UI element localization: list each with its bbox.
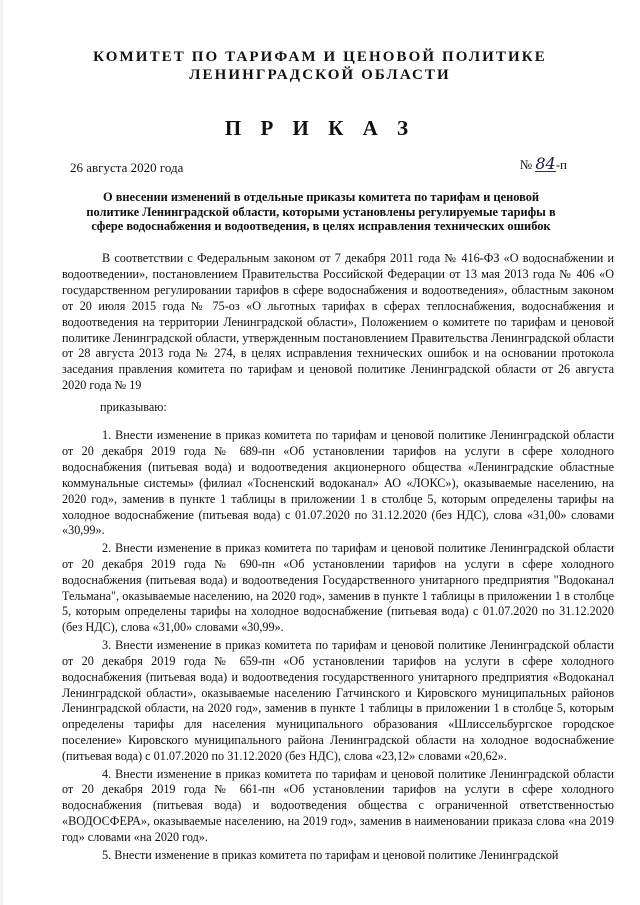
preamble-text: В соответствии с Федеральным законом от 7 декабря 2011 года № 416-ФЗ «О водоснабжении и водоотведении», постановлением Правительства Российской Федерации от 13 мая 2013 года № 406 «О государственном регулировании тарифов в сфере водоснабжения и водоотведения», областным законом от 20 июля 2015 года № 75-оз «О льготных тарифах в сферах теплоснабжения, водоснабжения и водоотведения на территории Ленинградской области», Положением о комитете по тарифам и ценовой политике Ленинградской области, утвержденным постановлением Правительства Ленинградской области от 28 августа 2013 года № 274, в целях исправления технических ошибок и на основании протокола заседания правления комитета по тарифам и ценовой политике Ленинградской области от 26 августа 2020 года № 19 bbox=[62, 251, 614, 393]
committee-name-line1: КОМИТЕТ ПО ТАРИФАМ И ЦЕНОВОЙ ПОЛИТИКЕ bbox=[93, 49, 547, 65]
document-subject: О внесении изменений в отдельные приказы комитета по тарифам и ценовой политике Ленинградской области, которыми установлены регулируемые тарифы в сфере водоснабжения и водоотведения, в целях исправления технических ошибок bbox=[86, 190, 556, 234]
order-item: 1. Внести изменение в приказ комитета по тарифам и ценовой политике Ленинградской области от 20 декабря 2019 года № 689-пн «Об установлении тарифов на услуги в сфере холодного водоснабжения (питьевая вода) и водоотведения акционерного общества «Ленинградские областные коммунальные системы» (филиал «Тосненский водоканал» АО «ЛОКС»), оказываемые населению, на 2020 год», заменив в пункте 1 таблицы в приложении 1 в столбце 5, которым определены тарифы на холодное водоснабжение (питьевая вода) с 01.07.2020 по 31.12.2020 (без НДС), слова «31,00» словами «30,99». bbox=[62, 428, 614, 538]
decree-word: приказываю: bbox=[100, 400, 167, 414]
order-item: 4. Внести изменение в приказ комитета по тарифам и ценовой политике Ленинградской области от 20 декабря 2019 года № 661-пн «Об установлении тарифов на услуги в сфере холодного водоснабжения (питьевая вода) и водоотведения общества с ограниченной ответственностью «ВОДОСФЕРА», оказываемые населению, на 2019 год», заменив в наименовании приказа слова «на 2019 год» словами «на 2020 год». bbox=[62, 766, 614, 845]
handwritten-number: 84 bbox=[535, 154, 556, 173]
order-item: 2. Внести изменение в приказ комитета по тарифам и ценовой политике Ленинградской области от 20 декабря 2019 года № 690-пн «Об установлении тарифов на услуги в сфере холодного водоснабжения (питьевая вода) и водоотведения Государственного унитарного предприятия "Водоканал Тельмана", оказываемые населению, на 2020 год», заменив в пункте 1 таблицы в приложении 1 в столбце 5, которым определены тарифы на холодное водоснабжение (питьевая вода) с 01.07.2020 по 31.12.2020 (без НДС), слова «31,00» словами «30,99». bbox=[62, 540, 614, 635]
order-item: 3. Внести изменение в приказ комитета по тарифам и ценовой политике Ленинградской области от 20 декабря 2019 года № 659-пн «Об установлении тарифов на услуги в сфере холодного водоснабжения (питьевая вода) и водоотведения государственного унитарного предприятия «Водоканал Ленинградской области», оказываемые населению Гатчинского и Кировского муниципальных районов Ленинградской области, на 2020 год», заменив в пункте 1 таблицы в приложении 1 в столбце 5, которым определены тарифы для населения муниципального образования «Шлиссельбургское городское поселение» Кировского муниципального района Ленинградской области на холодное водоснабжение (питьевая вода) с 01.07.2020 по 31.12.2020 (без НДС), слова «23,12» словами «20,62». bbox=[62, 637, 614, 764]
number-suffix: -п bbox=[555, 157, 567, 172]
document-date: 26 августа 2020 года bbox=[70, 160, 184, 175]
document-type-title: П Р И К А З bbox=[224, 116, 416, 140]
committee-name-line2: ЛЕНИНГРАДСКОЙ ОБЛАСТИ bbox=[189, 67, 451, 83]
order-item: 5. Внести изменение в приказ комитета по тарифам и ценовой политике Ленинградской bbox=[102, 847, 559, 862]
document-number bbox=[519, 154, 567, 173]
number-prefix: № bbox=[519, 157, 533, 172]
order-items bbox=[62, 428, 614, 865]
preamble bbox=[62, 251, 614, 394]
